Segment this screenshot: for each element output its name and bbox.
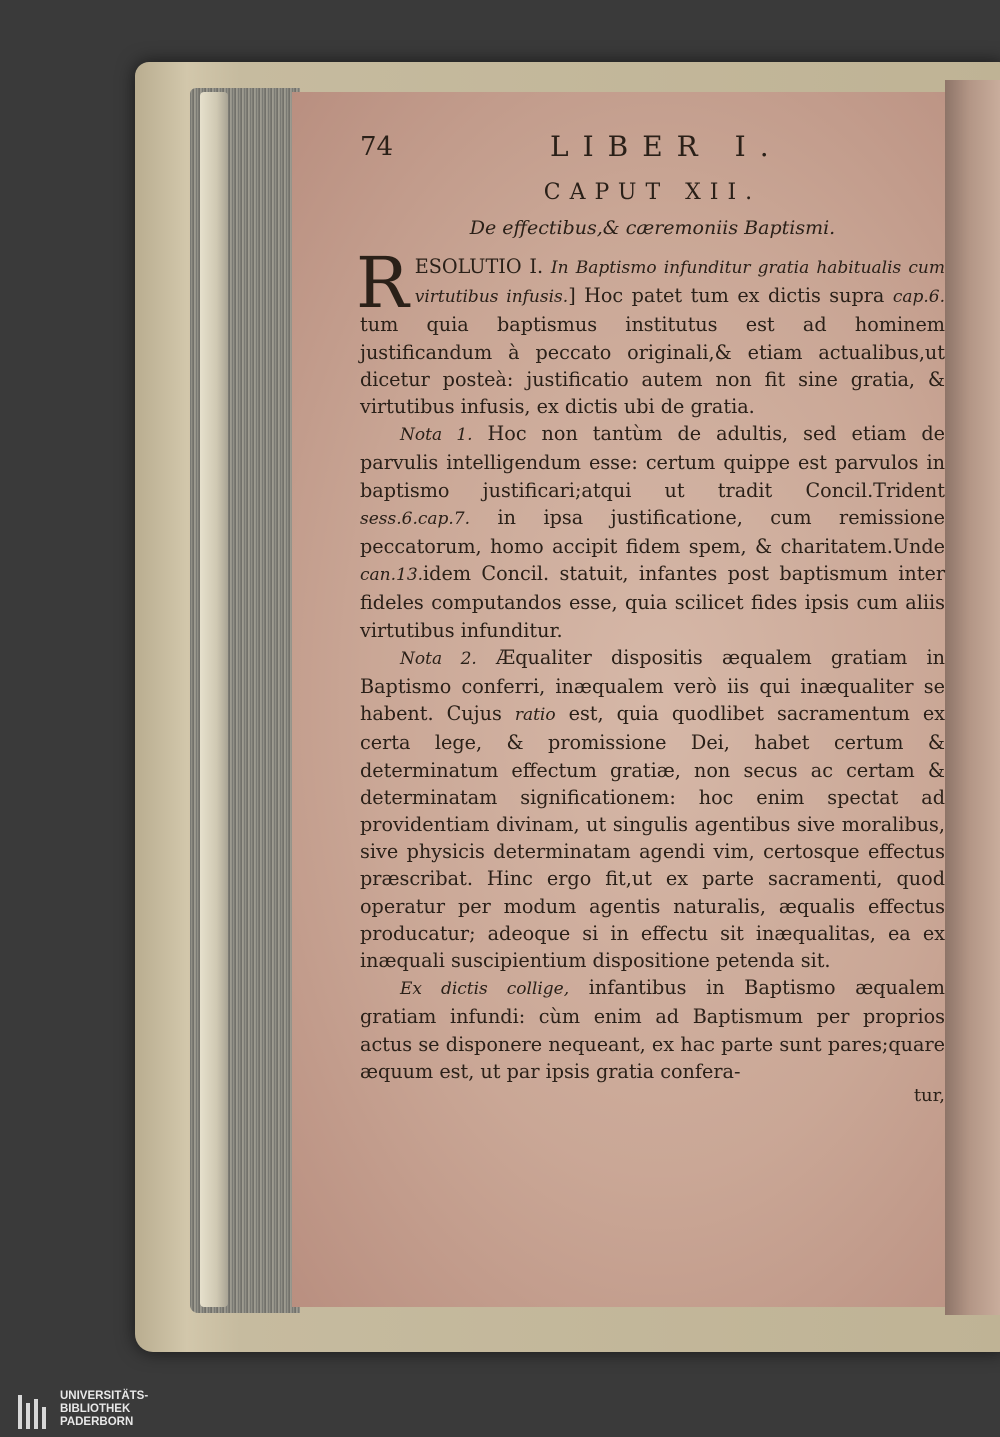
library-name-line: BIBLIOTHEK — [60, 1403, 131, 1415]
chapter-subtitle: De effectibus,& cæremoniis Baptismi. — [469, 217, 836, 239]
paragraph-segment: est, quia quodlibet sacramentum ex certa lege, & promissione Dei, habet certum & determinatum effectum gratiæ, non secus ac certam & determinatam significationem: hoc enim spectat ad providentiam divinam, ut singulis agentibus sive moralibus, sive physicis determinatam agendi vim, certosque effectus præscribat. Hinc ergo fit,ut ex parte sacramenti, quod operatur per modum agentis naturalis, æqualis effectus producatur; adeoque si in effectu sit inæqualitas, ea ex inæquali suscipientium dispositione petenda sit. — [360, 702, 945, 973]
book-gutter — [945, 80, 1000, 1315]
paragraph-segment: Nota 2. — [400, 648, 477, 669]
paragraph-resolutio — [356, 242, 946, 420]
paragraph-segment: ratio — [514, 705, 556, 726]
drop-cap: R — [356, 242, 409, 324]
page-header — [360, 130, 945, 170]
paragraph-segment: in ipsa justificatione, cum remissione peccatorum, homo accipit fidem spem, & charitatem.Unde — [360, 505, 945, 559]
paragraph-segment: In Baptismo infunditur gratia habitualis cum virtutibus infusis. — [414, 258, 945, 308]
library-logo-icon — [18, 1395, 52, 1429]
paragraph-segment: sess.6.cap.7. — [360, 508, 471, 529]
paragraph-segment: tum quia baptismus institutus est ad hominem justificandum à peccato originali,& etiam actualibus,ut dicetur posteà: justificatio autem non fit sine gratia, & virtutibus infusis, ex dictis ubi de gratia. — [360, 313, 945, 419]
catchword: tur, — [913, 1085, 945, 1107]
paragraph-segment: Æqualiter dispositis æqualem gratiam in Baptismo conferri, inæqualem verò iis qui inæqualiter se habent. Cujus — [360, 645, 945, 726]
paragraph-segment: Nota 1. — [400, 425, 473, 446]
running-head: LIBER I. — [550, 130, 783, 163]
paragraph-segment: idem Concil. statuit, infantes post baptismum inter fideles computandos esse, quia scilicet fides ipsis cum aliis virtutibus infunditur. — [360, 562, 945, 642]
paragraph-collige — [360, 974, 945, 1085]
page-number: 74 — [360, 132, 394, 162]
library-name-line: UNIVERSITÄTS- — [60, 1390, 149, 1402]
paragraph-segment: cap.6. — [892, 287, 946, 308]
paragraph-segment: Ex dictis collige, — [400, 979, 570, 1000]
paragraph-segment: ESOLUTIO I. — [414, 255, 551, 278]
paragraph-segment: ] Hoc patet tum ex dictis supra — [568, 284, 893, 308]
page-edge-highlight — [200, 92, 228, 1307]
paragraph-segment: infantibus in Baptismo æqualem gratiam infundi: cùm enim ad Baptismum per proprios actus se disponere nequeant, ex hac parte sunt pares;quare æquum est, ut par ipsis gratia confera- — [360, 976, 945, 1083]
paragraph-nota-1 — [360, 420, 945, 644]
paragraph-segment: Hoc non tantùm de adultis, sed etiam de parvulis intelligendum esse: certum quippe est parvulos in baptismo justificari;atqui ut tradit Concil.Trident — [360, 422, 946, 502]
page-text — [356, 130, 946, 1107]
chapter-title: CAPUT XII. — [543, 180, 762, 205]
library-footer — [0, 1387, 1000, 1437]
paragraph-segment: can.13. — [360, 565, 424, 586]
library-name-line: PADERBORN — [60, 1416, 134, 1428]
paragraph-nota-2 — [360, 644, 945, 974]
library-name — [60, 1390, 148, 1429]
